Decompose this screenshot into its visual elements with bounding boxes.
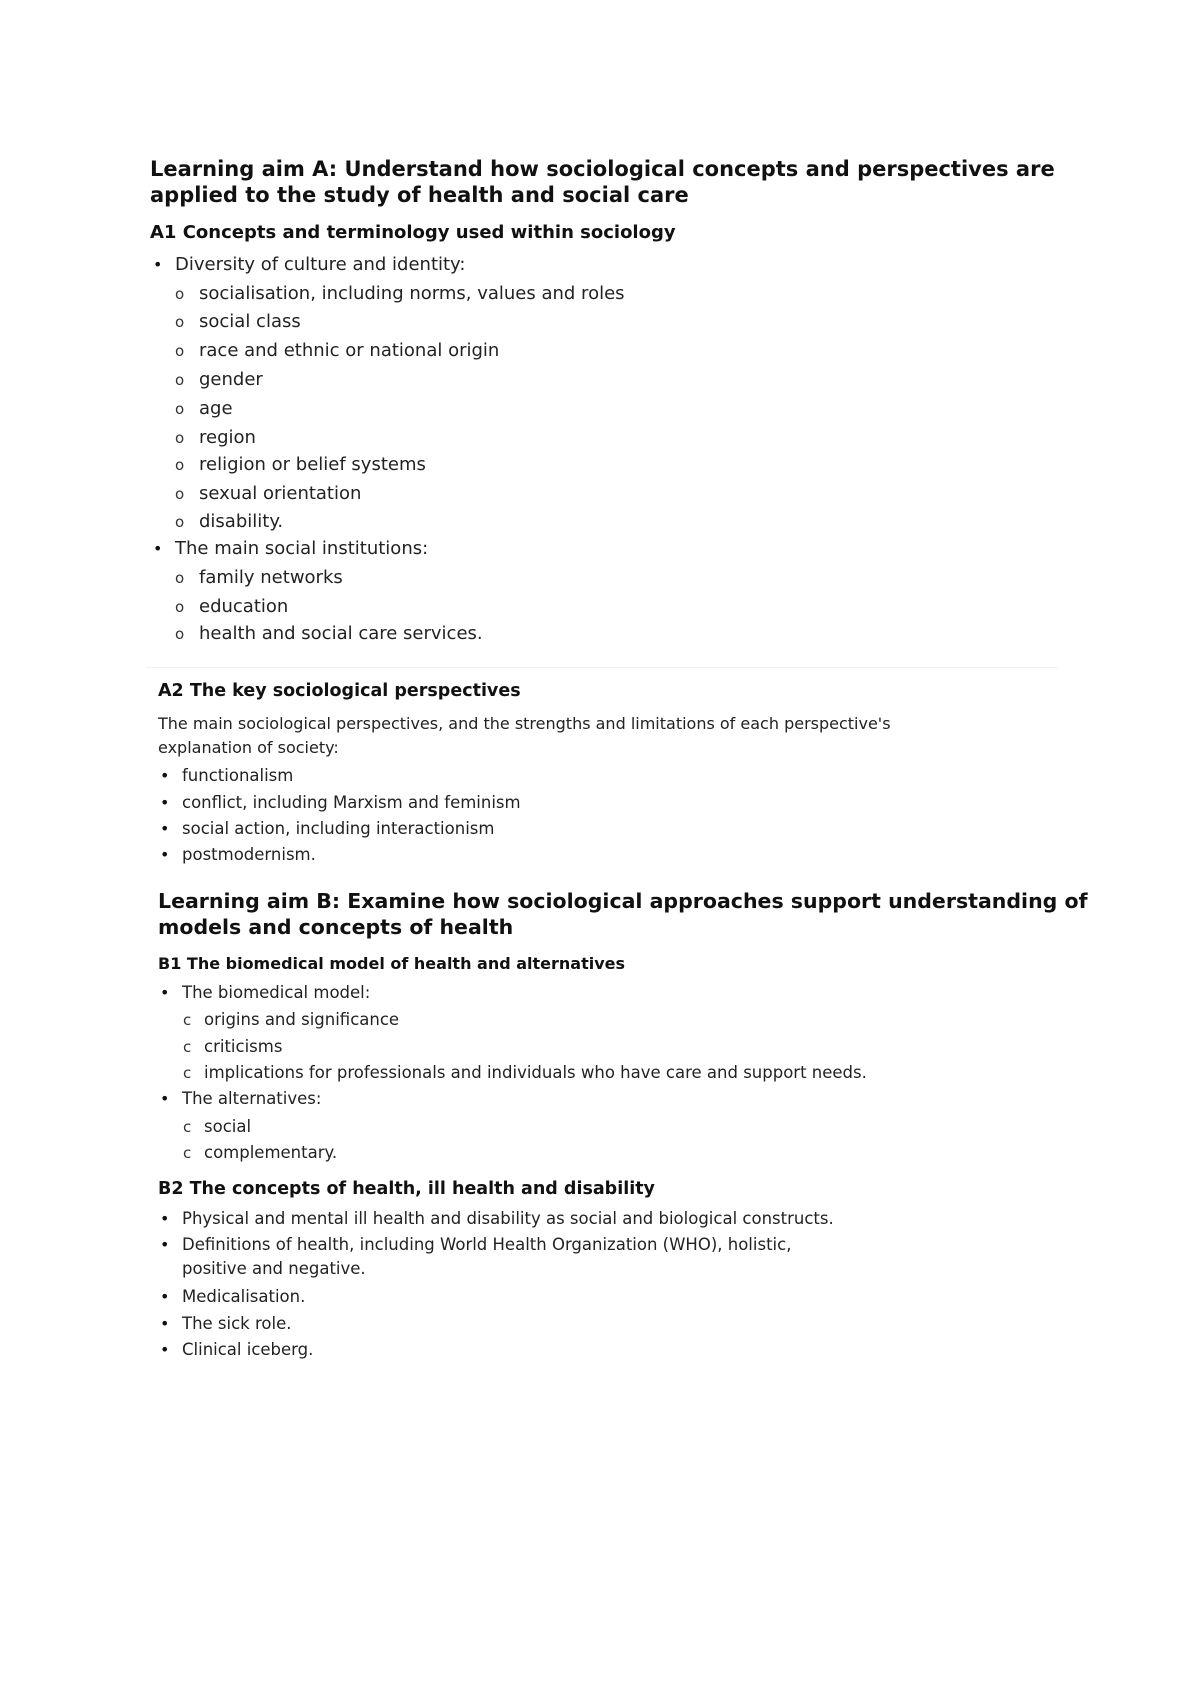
sub-bullet-icon: c <box>183 1011 192 1029</box>
bullet-icon: • <box>160 1235 170 1254</box>
bullet-icon: • <box>160 1089 170 1108</box>
sub-bullet-icon: o <box>175 429 185 447</box>
b2-item: Physical and mental ill health and disability as social and biological constructs. <box>182 1209 834 1228</box>
bullet-icon: • <box>160 845 170 864</box>
b1-subitem: implications for professionals and individuals who have care and support needs. <box>204 1063 867 1082</box>
sub-bullet-icon: c <box>183 1064 192 1082</box>
a2-item: postmodernism. <box>182 845 316 864</box>
bullet-icon: • <box>160 983 170 1002</box>
b1-subitem: criticisms <box>204 1037 283 1056</box>
b2-item: Clinical iceberg. <box>182 1340 314 1359</box>
bullet-icon: • <box>160 793 170 812</box>
bullet-icon: • <box>160 1340 170 1359</box>
b1-subitem: social <box>204 1117 252 1136</box>
sub-bullet-icon: o <box>175 371 185 389</box>
b1-title: B1 The biomedical model of health and alternatives <box>158 954 626 973</box>
bullet-icon: • <box>160 1209 170 1228</box>
a1-item-1: The main social institutions: <box>175 538 429 559</box>
section-divider <box>146 667 1058 668</box>
b1-subitem: origins and significance <box>204 1010 400 1029</box>
b2-title: B2 The concepts of health, ill health and disability <box>158 1179 655 1199</box>
sub-bullet-icon: o <box>175 485 185 503</box>
learning-aim-b-heading-cont: models and concepts of health <box>158 915 514 939</box>
b2-item: Definitions of health, including World Health Organization (WHO), holistic, <box>182 1235 792 1254</box>
b1-subitem: complementary. <box>204 1143 338 1162</box>
a2-item: functionalism <box>182 766 294 785</box>
sub-bullet-icon: c <box>183 1038 192 1056</box>
sub-bullet-icon: c <box>183 1144 192 1162</box>
bullet-icon: • <box>153 255 163 274</box>
bullet-icon: • <box>160 819 170 838</box>
sub-bullet-icon: o <box>175 625 185 643</box>
sub-bullet-icon: o <box>175 313 185 331</box>
a1-subitem: gender <box>199 369 263 390</box>
a1-subitem: socialisation, including norms, values and roles <box>199 283 625 304</box>
learning-aim-a-heading-cont: applied to the study of health and social care <box>150 183 689 207</box>
a1-title: A1 Concepts and terminology used within sociology <box>150 222 676 243</box>
sub-bullet-icon: o <box>175 285 185 303</box>
b2-item: Medicalisation. <box>182 1287 306 1306</box>
a2-item: social action, including interactionism <box>182 819 495 838</box>
sub-bullet-icon: o <box>175 400 185 418</box>
a1-subitem: age <box>199 398 233 419</box>
a2-intro: The main sociological perspectives, and the strengths and limitations of each perspective's <box>158 714 891 733</box>
bullet-icon: • <box>160 1287 170 1306</box>
learning-aim-b-heading: Learning aim B: Examine how sociological approaches support understanding of <box>158 889 1088 913</box>
a2-item: conflict, including Marxism and feminism <box>182 793 521 812</box>
a2-title: A2 The key sociological perspectives <box>158 681 521 701</box>
sub-bullet-icon: o <box>175 456 185 474</box>
learning-aim-a-heading: Learning aim A: Understand how sociological concepts and perspectives are <box>150 157 1055 181</box>
sub-bullet-icon: c <box>183 1118 192 1136</box>
a1-subitem: disability. <box>199 511 284 532</box>
a1-subitem: race and ethnic or national origin <box>199 340 500 361</box>
b2-item: The sick role. <box>182 1314 292 1333</box>
sub-bullet-icon: o <box>175 569 185 587</box>
a1-subitem: sexual orientation <box>199 483 362 504</box>
bullet-icon: • <box>160 1314 170 1333</box>
a1-item-0: Diversity of culture and identity: <box>175 254 466 275</box>
a1-subitem: family networks <box>199 567 343 588</box>
bullet-icon: • <box>160 766 170 785</box>
a1-subitem: education <box>199 596 289 617</box>
sub-bullet-icon: o <box>175 342 185 360</box>
bullet-icon: • <box>153 539 163 558</box>
a2-intro-cont: explanation of society: <box>158 738 339 757</box>
a1-subitem: health and social care services. <box>199 623 483 644</box>
sub-bullet-icon: o <box>175 598 185 616</box>
a1-subitem: social class <box>199 311 301 332</box>
b1-item-0: The biomedical model: <box>182 983 371 1002</box>
b1-item-1: The alternatives: <box>182 1089 322 1108</box>
b2-item-cont: positive and negative. <box>182 1259 366 1278</box>
sub-bullet-icon: o <box>175 513 185 531</box>
a1-subitem: region <box>199 427 256 448</box>
a1-subitem: religion or belief systems <box>199 454 426 475</box>
